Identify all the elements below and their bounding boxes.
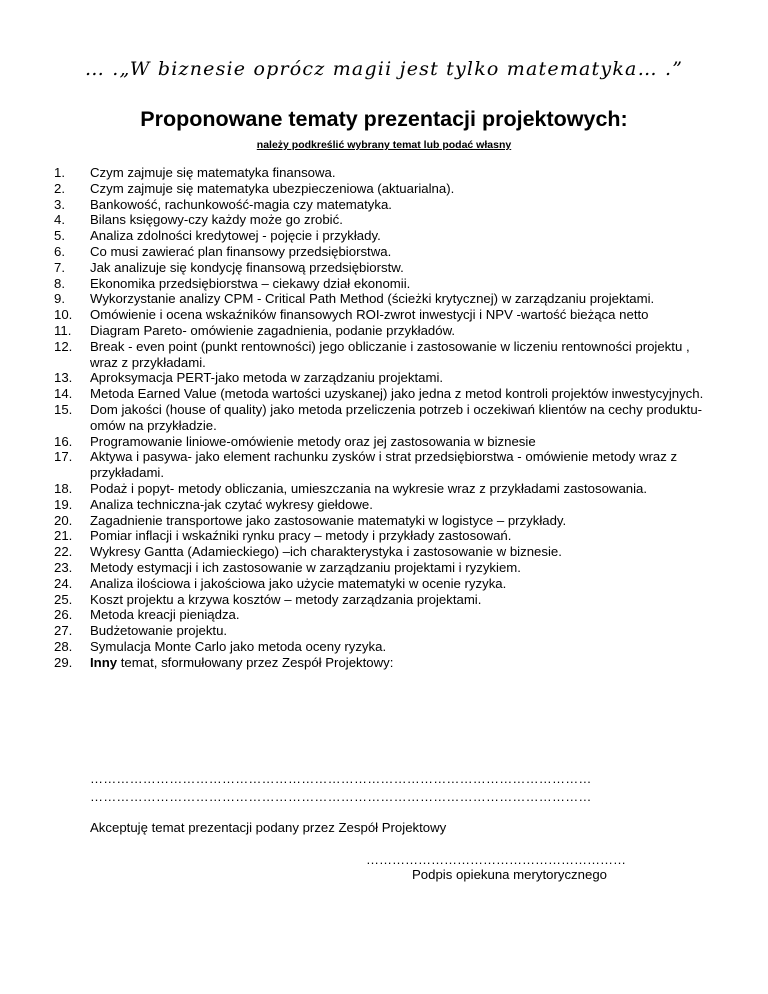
topic-text: Omówienie i ocena wskaźników finansowych ROI-zwrot inwestycji i NPV -wartość bieżąca netto [90,307,649,323]
custom-topic-line-1[interactable]: …………………………………………………………………………………………………… [90,771,592,786]
topic-number: 12. [54,338,73,354]
signature-label: Podpis opiekuna merytorycznego [412,867,607,882]
topic-item [54,639,714,655]
topic-item [54,291,714,307]
topic-number: 13. [54,370,73,386]
topic-text: Break - even point (punkt rentowności) jego obliczanie i zastosowanie w liczeniu rentowności projektu , wraz z przykładami. [90,338,690,370]
topic-number: 25. [54,591,73,607]
topic-number: 4. [54,212,65,228]
topic-text: Czym zajmuje się matematyka ubezpieczeniowa (aktuarialna). [90,180,455,196]
topic-item [54,513,714,529]
topic-number: 17. [54,449,73,465]
signature-line[interactable]: …………………………………………………… [366,852,626,867]
topic-item [54,402,714,434]
topic-text: Aproksymacja PERT-jako metoda w zarządzaniu projektami. [90,370,444,386]
topic-item [54,260,714,276]
topic-text: Analiza ilościowa i jakościowa jako użycie matematyki w ocenie ryzyka. [90,575,507,591]
topic-item [54,623,714,639]
topic-text: Aktywa i pasywa- jako element rachunku zysków i strat przedsiębiorstwa - omówienie metody wraz z przykładami. [90,449,678,481]
topic-text: Wykorzystanie analizy CPM - Critical Path Method (ścieżki krytycznej) w zarządzaniu projektami. [90,291,655,307]
topic-text: Diagram Pareto- omówienie zagadnienia, podanie przykładów. [90,322,456,338]
topic-text: Metoda Earned Value (metoda wartości uzyskanej) jako jedna z metod kontroli projektów inwestycyjnych. [90,386,704,402]
topic-number: 26. [54,607,73,623]
topic-item [54,181,714,197]
topic-text: Metoda kreacji pieniądza. [90,607,240,623]
topic-text: Programowanie liniowe-omówienie metody oraz jej zastosowania w biznesie [90,433,536,449]
topic-item [54,244,714,260]
topic-number: 9. [54,291,65,307]
topic-number: 19. [54,496,73,512]
topic-text: Bilans księgowy-czy każdy może go zrobić. [90,212,343,228]
topic-number: 15. [54,401,73,417]
custom-topic-bold-word: Inny [90,654,118,670]
topic-number: 21. [54,528,73,544]
topic-text: Symulacja Monte Carlo jako metoda oceny ryzyka. [90,638,387,654]
topic-item [54,497,714,513]
motto-heading: … .„W biznesie oprócz magii jest tylko matematyka… .” [84,58,684,80]
topic-item [54,607,714,623]
topic-number: 3. [54,196,65,212]
topic-text: Wykresy Gantta (Adamieckiego) –ich charakterystyka i zastosowanie w biznesie. [90,544,562,560]
topic-text: Dom jakości (house of quality) jako metoda przeliczenia potrzeb i oczekiwań klientów na cechy produktu-omów na przykładzie. [90,401,703,433]
topic-number: 20. [54,512,73,528]
topic-item [54,323,714,339]
topic-list [54,165,714,671]
topic-item [54,592,714,608]
topic-item [54,339,714,371]
topic-number: 24. [54,575,73,591]
topic-text: Ekonomika przedsiębiorstwa – ciekawy dział ekonomii. [90,275,411,291]
topic-number: 5. [54,228,65,244]
topic-number: 7. [54,259,65,275]
page-title: Proponowane tematy prezentacji projektowych: [140,107,628,131]
topic-number: 2. [54,180,65,196]
topic-text: Analiza techniczna-jak czytać wykresy giełdowe. [90,496,373,512]
topic-text: Bankowość, rachunkowość-magia czy matematyka. [90,196,392,212]
topic-item [54,197,714,213]
topic-item [54,386,714,402]
topic-text: Metody estymacji i ich zastosowanie w zarządzaniu projektami i ryzykiem. [90,559,521,575]
topic-number: 29. [54,654,73,670]
topic-text: Pomiar inflacji i wskaźniki rynku pracy – metody i przykłady zastosowań. [90,528,512,544]
topic-item [54,560,714,576]
topic-number: 22. [54,544,73,560]
topic-number: 1. [54,165,65,180]
topic-text: Czym zajmuje się matematyka finansowa. [90,165,336,180]
topic-item [54,481,714,497]
topic-number: 28. [54,638,73,654]
topic-item [54,276,714,292]
topic-item [54,212,714,228]
topic-number: 23. [54,559,73,575]
acceptance-statement: Akceptuję temat prezentacji podany przez Zespół Projektowy [90,820,447,835]
topic-item [54,449,714,481]
topic-item [54,228,714,244]
custom-topic-text: temat, sformułowany przez Zespół Projektowy: [117,654,394,670]
topic-item [54,307,714,323]
custom-topic-line-2[interactable]: …………………………………………………………………………………………………… [90,789,592,804]
topic-text: Zagadnienie transportowe jako zastosowanie matematyki w logistyce – przykłady. [90,512,567,528]
topic-item [54,544,714,560]
topic-text: Budżetowanie projektu. [90,623,228,639]
topic-number: 18. [54,480,73,496]
topic-number: 27. [54,623,73,639]
topic-item-custom [54,655,714,671]
topic-text: Jak analizuje się kondycję finansową przedsiębiorstw. [90,259,404,275]
topic-item [54,370,714,386]
topic-number: 16. [54,433,73,449]
topic-text: Analiza zdolności kredytowej - pojęcie i przykłady. [90,228,381,244]
topic-text: Podaż i popyt- metody obliczania, umieszczania na wykresie wraz z przykładami zastosowania. [90,480,648,496]
instruction-subtitle: należy podkreślić wybrany temat lub podać własny [256,139,512,151]
topic-text: Koszt projektu a krzywa kosztów – metody zarządzania projektami. [90,591,482,607]
topic-item [54,434,714,450]
topic-text: Co musi zawierać plan finansowy przedsiębiorstwa. [90,243,392,259]
topic-item [54,165,714,181]
topic-number: 14. [54,386,73,402]
topic-number: 8. [54,275,65,291]
topic-number: 11. [54,322,72,338]
topic-number: 6. [54,243,65,259]
topic-number: 10. [54,307,73,323]
topic-item [54,528,714,544]
topic-item [54,576,714,592]
